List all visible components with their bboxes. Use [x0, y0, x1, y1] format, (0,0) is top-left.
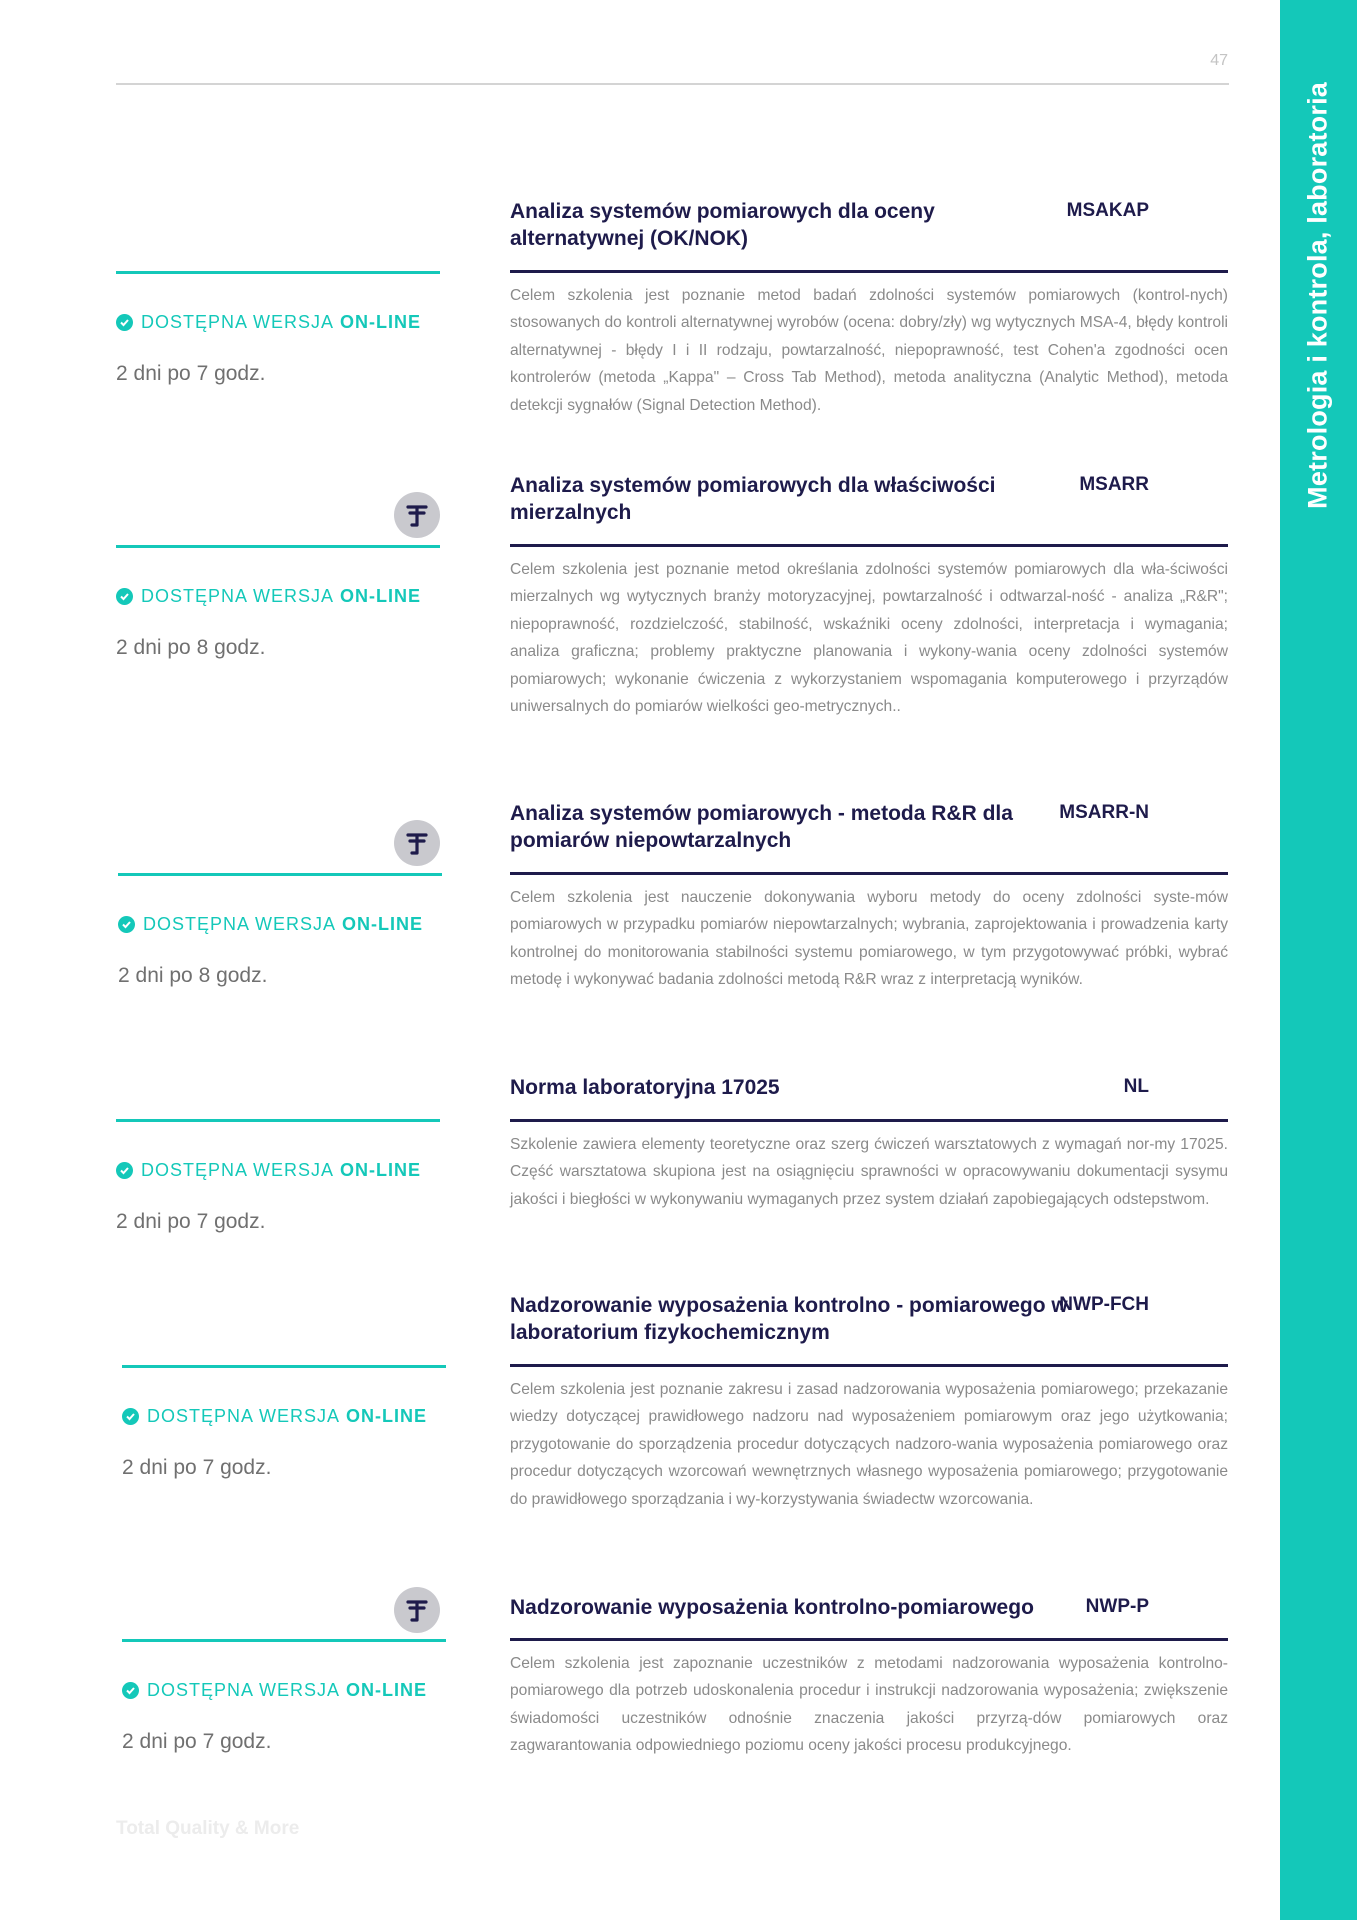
course-duration: 2 dni po 7 godz. [122, 1730, 272, 1753]
online-suffix: ON-LINE [346, 1680, 428, 1700]
check-circle-icon [116, 314, 133, 331]
title-divider [510, 1119, 1228, 1122]
online-availability [118, 914, 423, 935]
online-suffix: ON-LINE [346, 1406, 428, 1426]
course-code: NWP-FCH [1059, 1294, 1149, 1315]
online-availability [116, 586, 421, 607]
course-code: NWP-P [1085, 1596, 1149, 1617]
course-title: Analiza systemów pomiarowych - metoda R&R dla pomiarów niepowtarzalnych [510, 802, 1013, 852]
course-description: Celem szkolenia jest zapoznanie uczestników z metodami nadzorowania wyposażenia kontrolno-pomiarowego dla potrzeb udoskonalenia procedur i instrukcji nadzorowania wyposażenia; zwiększenie świadomości uczestników odnośnie znaczenia jakości przyrzą-dów pomiarowych oraz zagwarantowania odpowiedniego poziomu oceny jakości procesu produkcyjnego. [510, 1655, 1228, 1755]
course-duration: 2 dni po 7 godz. [116, 1210, 266, 1233]
left-divider [116, 271, 440, 274]
left-divider [122, 1365, 446, 1368]
left-divider [116, 1119, 440, 1122]
title-divider [510, 872, 1228, 875]
check-circle-icon [118, 916, 135, 933]
online-suffix: ON-LINE [342, 914, 424, 934]
course-description: Celem szkolenia jest poznanie metod badań zdolności systemów pomiarowych (kontrol-nych) stosowanych do kontroli alternatywnej wyrobów (ocena: dobry/zły) wg wytycznych MSA-4, błędy kontroli alternatywnej - błędy I i II rodzaju, powtarzalność, niepoprawność, test Cohen'a zgodności ocen kontrolerów (metoda „Kappa" – Cross Tab Method), metoda analityczna (Analytic Method), metoda detekcji sygnałów (Signal Detection Method). [510, 287, 1228, 414]
course-title: Analiza systemów pomiarowych dla właściwości mierzalnych [510, 474, 996, 524]
title-divider [510, 1638, 1228, 1641]
online-prefix: DOSTĘPNA WERSJA [141, 1160, 335, 1180]
course-duration: 2 dni po 7 godz. [116, 362, 266, 385]
check-circle-icon [116, 588, 133, 605]
online-suffix: ON-LINE [340, 1160, 422, 1180]
course-description: Celem szkolenia jest nauczenie dokonywania wyboru metody do oceny zdolności syste-mów pomiarowych w przypadku pomiarów niepowtarzalnych; wybrania, zaprojektowania i prowadzenia karty kontrolnej do monitorowania stabilności systemu pomiarowego, w tym przygotowywać próbki, wybrać metodę i wykonywać badania zdolności metodą R&R wraz z interpretacją wyników. [510, 889, 1228, 989]
left-divider [118, 873, 442, 876]
course-description: Celem szkolenia jest poznanie metod określania zdolności systemów pomiarowych dla wła-ściwości mierzalnych wg wytycznych branży motoryzacyjnej, powtarzalność i odtwarzal-ność - analiza „R&R"; niepoprawność, rozdzielczość, stabilność, wskaźniki oceny zdolności, interpretacja i wymagania; analiza graficzna; problemy praktyczne planowania i wykony-wania oceny zdolności systemów pomiarowych; wykonanie ćwiczenia z wykorzystaniem wspomagania komputerowego i przyrządów uniwersalnych do pomiarów wielkości geo-metrycznych.. [510, 561, 1228, 716]
left-divider [116, 545, 440, 548]
course-code: MSAKAP [1066, 200, 1149, 221]
course-code: MSARR [1079, 474, 1149, 495]
course-title: Analiza systemów pomiarowych dla oceny alternatywnej (OK/NOK) [510, 200, 935, 250]
course-duration: 2 dni po 7 godz. [122, 1456, 272, 1479]
title-divider [510, 270, 1228, 273]
course-description: Szkolenie zawiera elementy teoretyczne oraz szerg ćwiczeń warsztatowych z wymagań nor-my 17025. Część warsztatowa skupiona jest na osiągnięciu sprawności w opracowywaniu dokumentacji sysymu jakości i biegłości w wykonywaniu wymaganych przez system działań zapobiegających odstepstwom. [510, 1136, 1228, 1208]
footer-brand: Total Quality & More [116, 1818, 300, 1839]
course-title: Nadzorowanie wyposażenia kontrolno-pomiarowego [510, 1596, 1034, 1619]
online-prefix: DOSTĘPNA WERSJA [143, 914, 337, 934]
online-availability [116, 312, 421, 333]
course-code: MSARR-N [1059, 802, 1149, 823]
title-divider [510, 544, 1228, 547]
course-duration: 2 dni po 8 godz. [116, 636, 266, 659]
course-code: NL [1123, 1076, 1149, 1097]
course-duration: 2 dni po 8 godz. [118, 964, 268, 987]
section-sidebar [1280, 0, 1357, 1920]
check-circle-icon [122, 1408, 139, 1425]
check-circle-icon [116, 1162, 133, 1179]
online-availability [122, 1406, 427, 1427]
online-prefix: DOSTĘPNA WERSJA [141, 586, 335, 606]
partner-badge-icon [394, 820, 440, 866]
course-title: Norma laboratoryjna 17025 [510, 1076, 780, 1099]
online-suffix: ON-LINE [340, 312, 422, 332]
online-prefix: DOSTĘPNA WERSJA [147, 1406, 341, 1426]
top-divider [116, 83, 1229, 85]
online-prefix: DOSTĘPNA WERSJA [141, 312, 335, 332]
online-suffix: ON-LINE [340, 586, 422, 606]
partner-badge-icon [394, 1587, 440, 1633]
title-divider [510, 1364, 1228, 1367]
check-circle-icon [122, 1682, 139, 1699]
partner-badge-icon [394, 492, 440, 538]
course-description: Celem szkolenia jest poznanie zakresu i zasad nadzorowania wyposażenia pomiarowego; przekazanie wiedzy dotyczącej prawidłowego nadzoru nad wyposażeniem pomiarowym oraz jego użytkowania; przygotowanie do sporządzenia procedur dotyczących nadzoro-wania wyposażenia pomiarowego oraz procedur dotyczących wzorcowań wewnętrznych własnego wyposażenia pomiarowego; przygotowanie do prawidłowego sporządzania i wy-korzystywania świadectw wzorcowania. [510, 1381, 1228, 1508]
online-availability [122, 1680, 427, 1701]
left-divider [122, 1639, 446, 1642]
online-prefix: DOSTĘPNA WERSJA [147, 1680, 341, 1700]
online-availability [116, 1160, 421, 1181]
section-title: Metrologia i kontrola, laboratoria [1302, 82, 1333, 509]
course-title: Nadzorowanie wyposażenia kontrolno - pomiarowego w laboratorium fizykochemicznym [510, 1294, 1068, 1344]
page-number: 47 [1210, 52, 1228, 69]
